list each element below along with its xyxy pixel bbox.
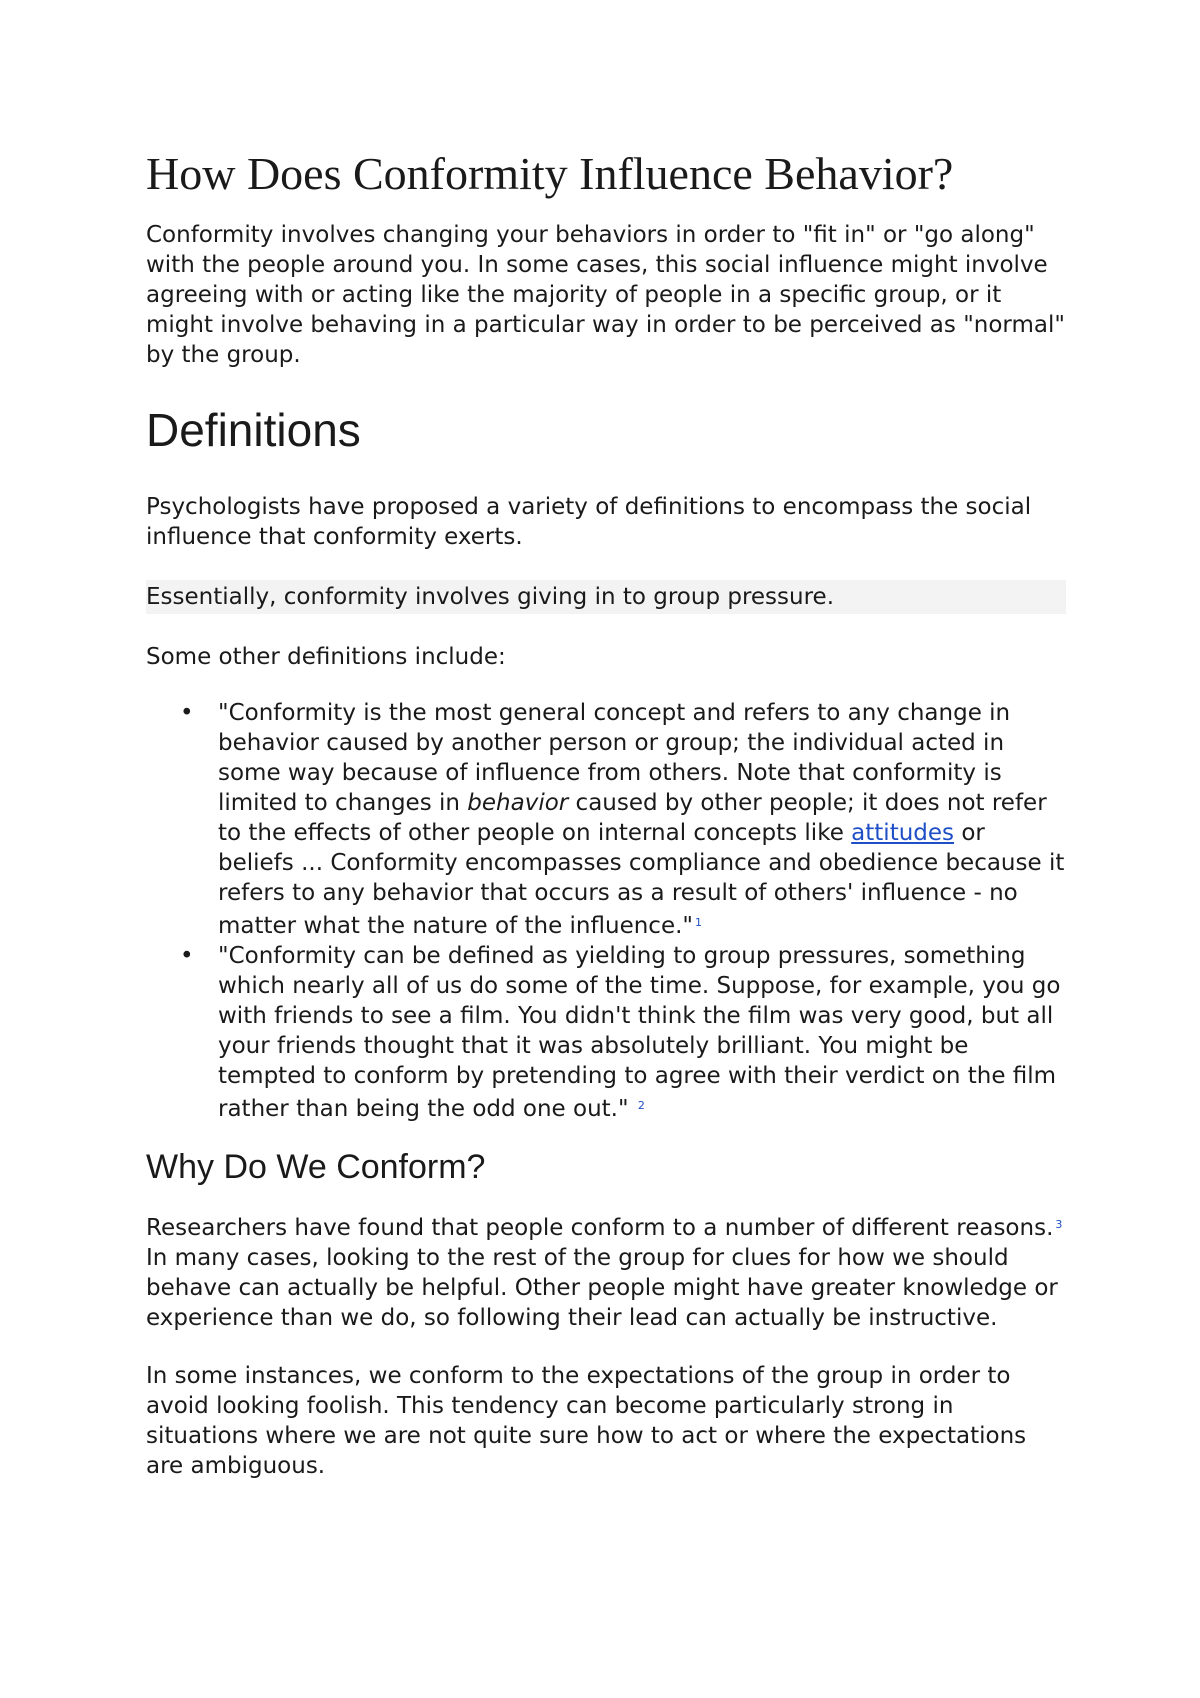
highlight-callout: Essentially, conformity involves giving in to group pressure.: [146, 580, 1066, 614]
quote-text: "Conformity is the most general concept and refers to any change in behavior caused by another person or group; the individual acted in some way because of influence from others. Note that conformity is limited to changes in: [218, 700, 1011, 816]
quote-text: "Conformity can be defined as yielding to group pressures, something which nearly all of us do some of the time. Suppose, for example, you go with friends to see a film. You didn't think the film was very good, but all your friends thought that it was absolutely brilliant. You might be tempted to conform by pretending to agree with their verdict on the film rather than being the odd one out.": [218, 943, 1061, 1122]
attitudes-link[interactable]: attitudes: [851, 820, 955, 846]
definitions-list: [146, 698, 1066, 1124]
quote-text: or beliefs ... Conformity encompasses compliance and obedience because it refers to any behavior that occurs as a result of others' influence - no matter what the nature of the influence.": [218, 820, 1065, 939]
definitions-list-intro: Some other definitions include:: [146, 644, 506, 670]
list-item: [180, 941, 1066, 1124]
bullet-icon: •: [180, 700, 194, 726]
quote-text: caused by other people; it does not refer to the effects of other people on internal concepts like: [218, 790, 1047, 846]
why-conform-heading: Why Do We Conform?: [146, 1148, 486, 1186]
list-item: [180, 698, 1066, 941]
why-paragraph-2: In some instances, we conform to the expectations of the group in order to avoid looking foolish. This tendency can become particularly strong in situations where we are not quite sure how to act or where the expectations are ambiguous.: [146, 1363, 1027, 1479]
paragraph-text: Researchers have found that people conform to a number of different reasons.: [146, 1215, 1054, 1241]
document-page: [146, 146, 1066, 1481]
why-paragraph-1: [146, 1210, 1066, 1333]
definitions-paragraph: Psychologists have proposed a variety of definitions to encompass the social influence that conformity exerts.: [146, 494, 1032, 550]
reference-3-link[interactable]: 3: [1055, 1218, 1063, 1231]
definitions-heading: Definitions: [146, 404, 361, 456]
paragraph-text: In many cases, looking to the rest of the group for clues for how we should behave can actually be helpful. Other people might have greater knowledge or experience than we do, so following their lead can actually be instructive.: [146, 1245, 1058, 1331]
intro-paragraph: Conformity involves changing your behaviors in order to "fit in" or "go along" with the people around you. In some cases, this social influence might involve agreeing with or acting like the majority of people in a specific group, or it might involve behaving in a particular way in order to be perceived as "normal" by the group.: [146, 222, 1065, 368]
bullet-icon: •: [180, 943, 194, 969]
emphasis-text: behavior: [467, 790, 569, 816]
reference-2-link[interactable]: 2: [637, 1099, 645, 1112]
page-title: How Does Conformity Influence Behavior?: [146, 148, 954, 199]
reference-1-link[interactable]: 1: [694, 916, 702, 929]
